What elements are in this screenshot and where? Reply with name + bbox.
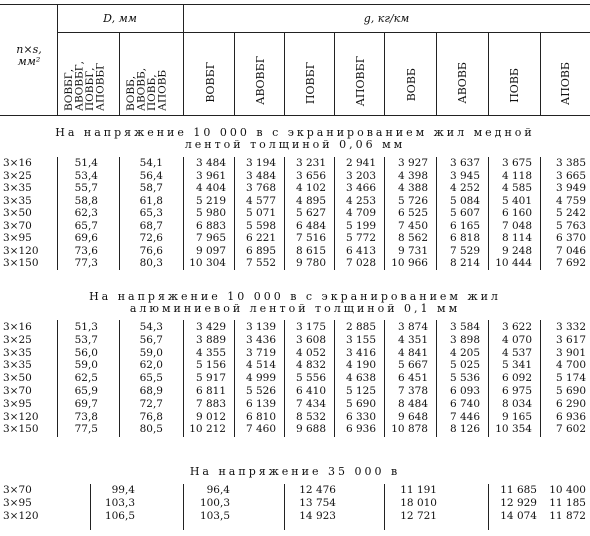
table-row bbox=[0, 372, 590, 384]
header-g-col-4: АПОВБГ bbox=[354, 56, 367, 107]
table-row bbox=[0, 182, 590, 194]
cell-value: 2 941 bbox=[345, 157, 376, 169]
cell-value: 5 025 bbox=[449, 359, 480, 372]
cell-cross-section: 3×25 bbox=[3, 169, 32, 182]
header-g-col-1: ВОВБГ bbox=[204, 62, 217, 103]
cell-value: 4 052 bbox=[295, 346, 326, 359]
cell-value: 6 330 bbox=[345, 410, 376, 423]
header-divider bbox=[488, 32, 489, 115]
cell-value: 6 410 bbox=[295, 385, 326, 397]
cell-value: 56,0 bbox=[74, 346, 98, 359]
cell-cross-section: 3×70 bbox=[3, 219, 32, 232]
cell-value: 3 466 bbox=[345, 182, 376, 194]
cell-value: 4 999 bbox=[245, 372, 276, 385]
cell-value: 6 160 bbox=[501, 207, 532, 219]
cell-value: 3 637 bbox=[449, 157, 480, 169]
cell-value: 3 889 bbox=[195, 333, 226, 346]
cell-value: 6 811 bbox=[195, 385, 226, 397]
group-underline-g bbox=[183, 32, 590, 33]
cell-value: 5 690 bbox=[345, 397, 376, 410]
cell-value: 4 537 bbox=[501, 346, 532, 359]
cell-value: 3 665 bbox=[555, 169, 586, 182]
cell-value: 76,8 bbox=[139, 410, 163, 423]
cell-value: 5 690 bbox=[555, 385, 586, 397]
cell-value: 59,0 bbox=[139, 346, 163, 359]
cell-value: 8 126 bbox=[449, 423, 480, 436]
header-divider bbox=[234, 32, 235, 115]
cell-value: 9 731 bbox=[397, 244, 428, 257]
table-row bbox=[0, 170, 590, 182]
cell-value: 6 525 bbox=[397, 207, 428, 219]
cell-value: 7 552 bbox=[245, 257, 276, 269]
header-g-col-7: ПОВБ bbox=[508, 68, 521, 103]
header-divider bbox=[436, 32, 437, 115]
cell-value: 4 205 bbox=[449, 346, 480, 359]
cell-value: 4 577 bbox=[245, 194, 276, 207]
cell-value: 9 097 bbox=[195, 244, 226, 257]
cell-value: 53,7 bbox=[74, 333, 98, 346]
table-row bbox=[0, 157, 590, 169]
cell-value: 5 598 bbox=[245, 219, 276, 232]
header-divider bbox=[284, 32, 285, 115]
cell-value: 7 529 bbox=[449, 244, 480, 257]
table-row bbox=[0, 232, 590, 244]
cell-value: 8 114 bbox=[501, 232, 532, 244]
cell-value: 51,3 bbox=[74, 321, 98, 333]
cell-value: 4 895 bbox=[295, 194, 326, 207]
cell-value: 3 139 bbox=[245, 321, 276, 333]
cell-value: 6 092 bbox=[501, 372, 532, 385]
cell-value: 53,4 bbox=[74, 169, 98, 182]
cell-value: 6 093 bbox=[449, 385, 480, 397]
cell-value: 65,7 bbox=[74, 219, 98, 232]
cell-value: 3 961 bbox=[195, 169, 226, 182]
cell-value: 4 759 bbox=[555, 194, 586, 207]
cell-value: 4 841 bbox=[397, 346, 428, 359]
cell-value: 8 532 bbox=[295, 410, 326, 423]
cell-value: 5 667 bbox=[397, 359, 428, 372]
cell-value: 3 874 bbox=[397, 321, 428, 333]
cell-value: 96,4 bbox=[206, 484, 230, 496]
cell-value: 9 780 bbox=[295, 257, 326, 269]
cell-value: 69,7 bbox=[74, 397, 98, 410]
cell-value: 59,0 bbox=[74, 359, 98, 372]
section-title-35kv: На напряжение 35 000 в bbox=[189, 465, 401, 478]
cell-value: 3 927 bbox=[397, 157, 428, 169]
cell-value: 3 617 bbox=[555, 333, 586, 346]
cell-value: 54,3 bbox=[139, 321, 163, 333]
cell-value: 3 608 bbox=[295, 333, 326, 346]
cell-value: 3 385 bbox=[555, 157, 586, 169]
cell-value: 18 010 bbox=[400, 497, 437, 509]
table-row bbox=[0, 497, 590, 509]
cell-value: 14 923 bbox=[299, 510, 336, 522]
cell-value: 7 446 bbox=[449, 410, 480, 423]
cell-value: 3 175 bbox=[295, 321, 326, 333]
cell-cross-section: 3×16 bbox=[3, 157, 32, 169]
cell-value: 6 975 bbox=[501, 385, 532, 397]
cell-value: 6 810 bbox=[245, 410, 276, 423]
cell-value: 5 401 bbox=[501, 194, 532, 207]
cell-value: 3 484 bbox=[245, 169, 276, 182]
cell-value: 6 370 bbox=[555, 232, 586, 244]
header-divider bbox=[119, 32, 120, 115]
cell-value: 61,8 bbox=[139, 194, 163, 207]
cell-value: 5 526 bbox=[245, 385, 276, 397]
cell-cross-section: 3×95 bbox=[3, 497, 32, 509]
cell-cross-section: 3×120 bbox=[3, 410, 39, 423]
cell-value: 103,3 bbox=[104, 497, 135, 509]
cell-value: 69,6 bbox=[74, 232, 98, 244]
header-divider bbox=[540, 32, 541, 115]
table-row bbox=[0, 359, 590, 371]
cell-value: 65,9 bbox=[74, 385, 98, 397]
cell-value: 9 688 bbox=[295, 423, 326, 436]
cell-value: 12 721 bbox=[400, 510, 437, 522]
cell-value: 10 878 bbox=[391, 423, 428, 436]
cell-value: 3 949 bbox=[555, 182, 586, 194]
cell-value: 5 156 bbox=[195, 359, 226, 372]
cell-value: 10 304 bbox=[189, 257, 226, 269]
cell-value: 77,3 bbox=[74, 257, 98, 269]
group-underline-d bbox=[57, 32, 183, 33]
cell-value: 55,7 bbox=[74, 182, 98, 194]
cell-value: 7 450 bbox=[397, 219, 428, 232]
cell-cross-section: 3×50 bbox=[3, 372, 32, 385]
table-row bbox=[0, 423, 590, 435]
cell-value: 68,9 bbox=[139, 385, 163, 397]
cell-value: 5 125 bbox=[345, 385, 376, 397]
header-ns-label: n×s, мм² bbox=[16, 43, 42, 68]
table-row bbox=[0, 334, 590, 346]
cell-value: 62,3 bbox=[74, 207, 98, 219]
cell-value: 4 404 bbox=[195, 182, 226, 194]
cell-value: 6 484 bbox=[295, 219, 326, 232]
cell-value: 106,5 bbox=[104, 510, 135, 522]
cell-value: 7 460 bbox=[245, 423, 276, 436]
cell-value: 4 252 bbox=[449, 182, 480, 194]
cell-value: 4 832 bbox=[295, 359, 326, 372]
cell-cross-section: 3×150 bbox=[3, 423, 39, 436]
cell-value: 99,4 bbox=[111, 484, 135, 496]
cell-cross-section: 3×25 bbox=[3, 333, 32, 346]
table-row bbox=[0, 321, 590, 333]
cell-value: 5 242 bbox=[555, 207, 586, 219]
cell-value: 7 692 bbox=[555, 257, 586, 269]
cell-value: 58,7 bbox=[139, 182, 163, 194]
header-divider bbox=[334, 32, 335, 115]
cell-value: 7 028 bbox=[345, 257, 376, 269]
cell-value: 3 945 bbox=[449, 169, 480, 182]
header-g-col-3: ПОВБГ bbox=[304, 62, 317, 105]
cell-value: 3 416 bbox=[345, 346, 376, 359]
header-g-col-2: АВОВБГ bbox=[254, 56, 267, 105]
cell-value: 6 936 bbox=[555, 410, 586, 423]
cell-value: 9 248 bbox=[501, 244, 532, 257]
cell-value: 4 700 bbox=[555, 359, 586, 372]
cell-value: 10 966 bbox=[391, 257, 428, 269]
cell-value: 7 434 bbox=[295, 397, 326, 410]
cell-value: 11 185 bbox=[549, 497, 586, 509]
cell-value: 8 034 bbox=[501, 397, 532, 410]
cell-cross-section: 3×35 bbox=[3, 346, 32, 359]
cell-value: 3 584 bbox=[449, 321, 480, 333]
cell-value: 3 768 bbox=[245, 182, 276, 194]
cell-value: 72,6 bbox=[139, 232, 163, 244]
cell-value: 11 685 bbox=[500, 484, 537, 496]
cell-value: 7 965 bbox=[195, 232, 226, 244]
cell-value: 51,4 bbox=[74, 157, 98, 169]
section-title-copper: На напряжение 10 000 в с экранированием жил медной лентой толщиной 0,06 мм bbox=[55, 126, 535, 151]
cell-value: 14 074 bbox=[500, 510, 537, 522]
cell-value: 11 191 bbox=[400, 484, 437, 496]
cell-value: 54,1 bbox=[139, 157, 163, 169]
table-row bbox=[0, 207, 590, 219]
cell-value: 5 341 bbox=[501, 359, 532, 372]
cell-value: 9 648 bbox=[397, 410, 428, 423]
cell-value: 4 190 bbox=[345, 359, 376, 372]
cell-value: 68,7 bbox=[139, 219, 163, 232]
cell-value: 2 885 bbox=[345, 321, 376, 333]
cell-value: 5 726 bbox=[397, 194, 428, 207]
cell-value: 5 174 bbox=[555, 372, 586, 385]
cell-value: 4 070 bbox=[501, 333, 532, 346]
cell-value: 4 514 bbox=[245, 359, 276, 372]
cell-value: 8 562 bbox=[397, 232, 428, 244]
cell-value: 80,5 bbox=[139, 423, 163, 436]
header-divider bbox=[384, 32, 385, 115]
cell-value: 11 872 bbox=[549, 510, 586, 522]
cell-value: 103,5 bbox=[199, 510, 230, 522]
cell-cross-section: 3×16 bbox=[3, 321, 32, 333]
header-d-col-1: ВОВБГ, АВОВБГ, ПОВБГ, АПОВБГ bbox=[63, 61, 107, 111]
cell-value: 6 413 bbox=[345, 244, 376, 257]
section-title-aluminium: На напряжение 10 000 в с экранированием жил алюминиевой лентой толщиной 0,1 мм bbox=[89, 290, 501, 315]
cell-cross-section: 3×50 bbox=[3, 207, 32, 219]
cell-value: 6 895 bbox=[245, 244, 276, 257]
cell-value: 4 253 bbox=[345, 194, 376, 207]
header-g-col-8: АПОВБ bbox=[559, 62, 572, 106]
table-row bbox=[0, 220, 590, 232]
cell-value: 7 378 bbox=[397, 385, 428, 397]
cell-cross-section: 3×120 bbox=[3, 510, 39, 522]
cell-value: 73,6 bbox=[74, 244, 98, 257]
cell-value: 3 332 bbox=[555, 321, 586, 333]
cell-value: 3 436 bbox=[245, 333, 276, 346]
cell-value: 6 936 bbox=[345, 423, 376, 436]
cell-cross-section: 3×70 bbox=[3, 484, 32, 496]
cell-value: 4 351 bbox=[397, 333, 428, 346]
cell-value: 56,7 bbox=[139, 333, 163, 346]
header-group-d: D, мм bbox=[103, 12, 137, 25]
cell-value: 7 602 bbox=[555, 423, 586, 436]
cell-value: 9 012 bbox=[195, 410, 226, 423]
cell-value: 3 622 bbox=[501, 321, 532, 333]
table-row bbox=[0, 411, 590, 423]
cell-value: 3 194 bbox=[245, 157, 276, 169]
cell-value: 100,3 bbox=[199, 497, 230, 509]
table-row bbox=[0, 347, 590, 359]
cell-value: 62,5 bbox=[74, 372, 98, 385]
cell-value: 4 118 bbox=[501, 169, 532, 182]
cell-value: 3 429 bbox=[195, 321, 226, 333]
cell-value: 3 675 bbox=[501, 157, 532, 169]
cell-value: 10 444 bbox=[495, 257, 532, 269]
header-g-col-6: АВОВБ bbox=[456, 62, 469, 104]
cell-value: 65,5 bbox=[139, 372, 163, 385]
cell-value: 5 536 bbox=[449, 372, 480, 385]
cell-cross-section: 3×70 bbox=[3, 385, 32, 397]
cell-cross-section: 3×95 bbox=[3, 232, 32, 244]
cell-value: 77,5 bbox=[74, 423, 98, 436]
cell-value: 4 398 bbox=[397, 169, 428, 182]
cell-value: 6 740 bbox=[449, 397, 480, 410]
cell-cross-section: 3×150 bbox=[3, 257, 39, 269]
cell-value: 5 084 bbox=[449, 194, 480, 207]
cell-value: 3 656 bbox=[295, 169, 326, 182]
cell-value: 6 883 bbox=[195, 219, 226, 232]
cell-value: 4 638 bbox=[345, 372, 376, 385]
cell-value: 5 219 bbox=[195, 194, 226, 207]
cell-value: 5 772 bbox=[345, 232, 376, 244]
cell-cross-section: 3×35 bbox=[3, 359, 32, 372]
cell-value: 7 883 bbox=[195, 397, 226, 410]
cell-value: 4 388 bbox=[397, 182, 428, 194]
cell-value: 65,3 bbox=[139, 207, 163, 219]
cell-value: 10 400 bbox=[549, 484, 586, 496]
cell-value: 5 071 bbox=[245, 207, 276, 219]
cell-value: 6 290 bbox=[555, 397, 586, 410]
cell-value: 62,0 bbox=[139, 359, 163, 372]
cell-value: 6 221 bbox=[245, 232, 276, 244]
cell-value: 5 556 bbox=[295, 372, 326, 385]
table-row bbox=[0, 195, 590, 207]
cell-value: 5 917 bbox=[195, 372, 226, 385]
table-row bbox=[0, 484, 590, 496]
cell-value: 7 046 bbox=[555, 244, 586, 257]
cell-value: 4 585 bbox=[501, 182, 532, 194]
cell-value: 6 818 bbox=[449, 232, 480, 244]
header-bottom-rule bbox=[0, 115, 590, 116]
cell-value: 3 484 bbox=[195, 157, 226, 169]
cell-value: 72,7 bbox=[139, 397, 163, 410]
cell-value: 73,8 bbox=[74, 410, 98, 423]
cell-cross-section: 3×120 bbox=[3, 244, 39, 257]
cell-value: 6 139 bbox=[245, 397, 276, 410]
cell-value: 80,3 bbox=[139, 257, 163, 269]
cell-value: 4 355 bbox=[195, 346, 226, 359]
cell-value: 5 980 bbox=[195, 207, 226, 219]
cell-value: 6 165 bbox=[449, 219, 480, 232]
cell-value: 8 484 bbox=[397, 397, 428, 410]
table-row bbox=[0, 257, 590, 269]
cell-value: 6 451 bbox=[397, 372, 428, 385]
table-row bbox=[0, 510, 590, 522]
cell-value: 8 615 bbox=[295, 244, 326, 257]
cell-value: 7 516 bbox=[295, 232, 326, 244]
table-top-rule bbox=[0, 4, 590, 5]
cell-value: 56,4 bbox=[139, 169, 163, 182]
cell-value: 3 901 bbox=[555, 346, 586, 359]
cell-value: 4 709 bbox=[345, 207, 376, 219]
header-group-g: g, кг/км bbox=[363, 12, 410, 25]
cell-value: 3 231 bbox=[295, 157, 326, 169]
cell-cross-section: 3×95 bbox=[3, 397, 32, 410]
header-g-col-5: ВОВБ bbox=[405, 68, 418, 102]
table-row bbox=[0, 385, 590, 397]
cell-value: 5 627 bbox=[295, 207, 326, 219]
cell-value: 5 763 bbox=[555, 219, 586, 232]
cell-value: 5 607 bbox=[449, 207, 480, 219]
cell-value: 3 155 bbox=[345, 333, 376, 346]
cell-cross-section: 3×35 bbox=[3, 182, 32, 194]
cell-value: 12 476 bbox=[299, 484, 336, 496]
table-row bbox=[0, 245, 590, 257]
cell-value: 4 102 bbox=[295, 182, 326, 194]
cell-value: 58,8 bbox=[74, 194, 98, 207]
cell-value: 3 898 bbox=[449, 333, 480, 346]
cell-value: 3 719 bbox=[245, 346, 276, 359]
cell-value: 10 212 bbox=[189, 423, 226, 436]
cell-value: 5 199 bbox=[345, 219, 376, 232]
cell-value: 10 354 bbox=[495, 423, 532, 436]
cell-value: 8 214 bbox=[449, 257, 480, 269]
cell-value: 3 203 bbox=[345, 169, 376, 182]
cell-value: 13 754 bbox=[299, 497, 336, 509]
cell-cross-section: 3×35 bbox=[3, 194, 32, 207]
cell-value: 12 929 bbox=[500, 497, 537, 509]
table-row bbox=[0, 398, 590, 410]
header-d-col-2: ВОВБ, АВОВБ, ПОВБ, АПОВБ bbox=[125, 67, 169, 111]
cell-value: 76,6 bbox=[139, 244, 163, 257]
cell-value: 7 048 bbox=[501, 219, 532, 232]
cell-value: 9 165 bbox=[501, 410, 532, 423]
